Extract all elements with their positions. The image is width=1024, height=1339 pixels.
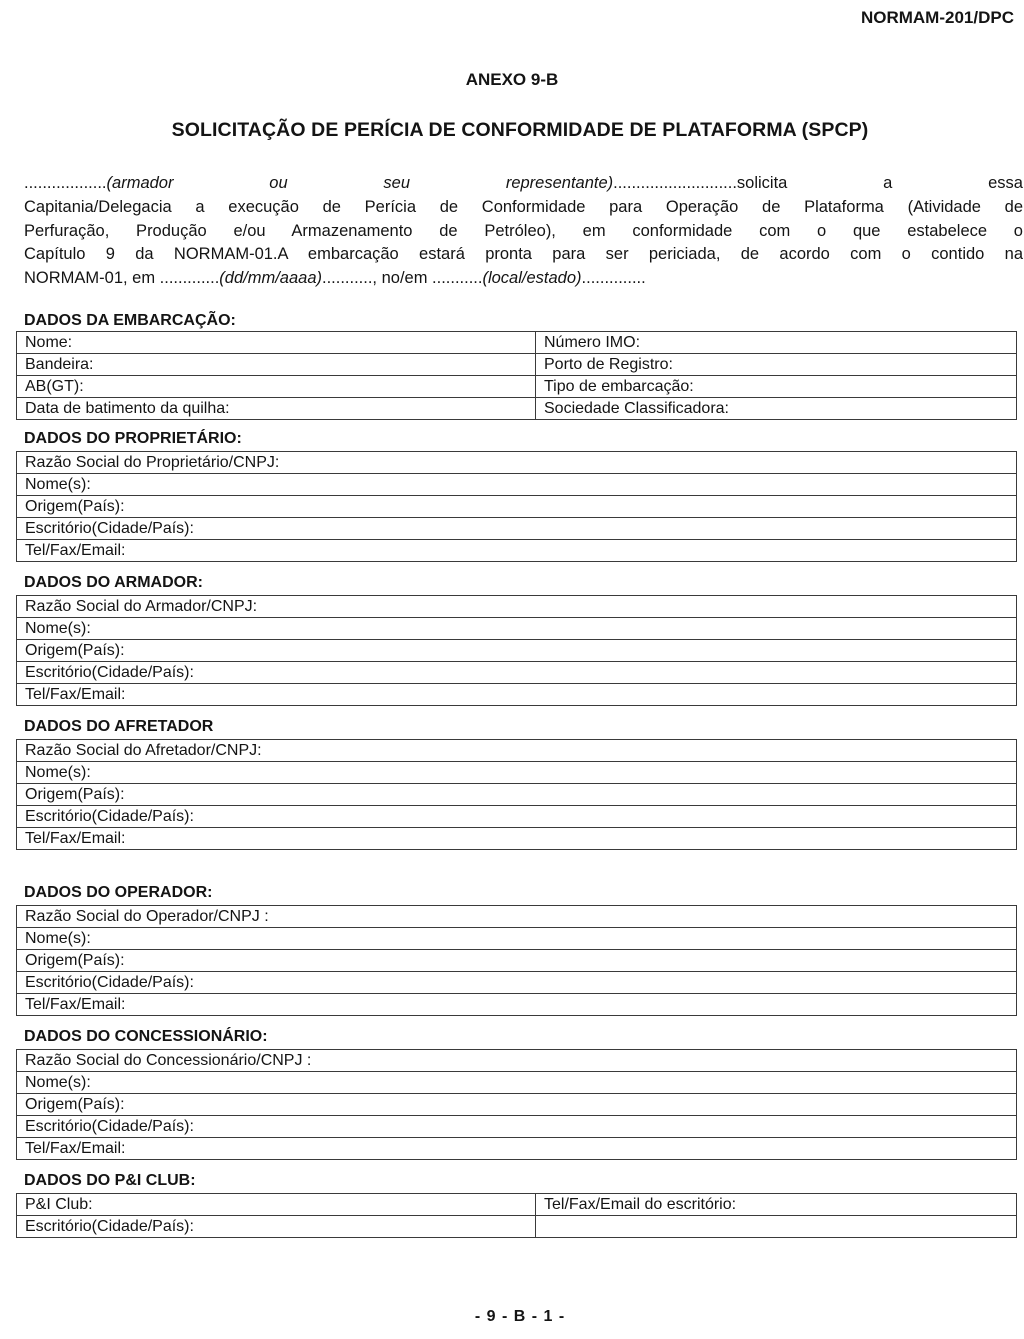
document-reference: NORMAM-201/DPC <box>860 8 1014 27</box>
section-title-afretador: DADOS DO AFRETADOR <box>24 718 214 735</box>
table-afretador <box>16 739 1017 850</box>
table-row <box>17 1216 1017 1238</box>
field-nomes-proprietario[interactable]: Nome(s): <box>17 474 1017 496</box>
intro-paragraph <box>24 172 1023 291</box>
field-nomes-operador[interactable]: Nome(s): <box>17 928 1017 950</box>
table-row <box>17 1116 1017 1138</box>
section-title-armador: DADOS DO ARMADOR: <box>24 574 203 591</box>
section-title-concessionario: DADOS DO CONCESSIONÁRIO: <box>24 1028 268 1045</box>
field-razao-social-concessionario[interactable]: Razão Social do Concessionário/CNPJ : <box>17 1050 1017 1072</box>
field-pandi-empty[interactable] <box>536 1216 1017 1238</box>
table-pandi <box>16 1193 1017 1238</box>
table-proprietario <box>16 451 1017 562</box>
intro-field-local: (local/estado) <box>482 269 582 288</box>
table-embarcacao <box>16 331 1017 420</box>
field-origem-armador[interactable]: Origem(País): <box>17 640 1017 662</box>
field-nomes-armador[interactable]: Nome(s): <box>17 618 1017 640</box>
table-concessionario <box>16 1049 1017 1160</box>
field-nome[interactable]: Nome: <box>17 332 536 354</box>
field-escritorio-concessionario[interactable]: Escritório(Cidade/País): <box>17 1116 1017 1138</box>
field-contato-afretador[interactable]: Tel/Fax/Email: <box>17 828 1017 850</box>
field-origem-concessionario[interactable]: Origem(País): <box>17 1094 1017 1116</box>
annex-label: ANEXO 9-B <box>465 70 559 89</box>
field-razao-social-operador[interactable]: Razão Social do Operador/CNPJ : <box>17 906 1017 928</box>
table-row <box>17 762 1017 784</box>
field-origem-proprietario[interactable]: Origem(País): <box>17 496 1017 518</box>
field-escritorio-operador[interactable]: Escritório(Cidade/País): <box>17 972 1017 994</box>
table-row <box>17 474 1017 496</box>
table-row <box>17 784 1017 806</box>
table-armador <box>16 595 1017 706</box>
table-row <box>17 376 1017 398</box>
table-row <box>17 906 1017 928</box>
field-escritorio-afretador[interactable]: Escritório(Cidade/País): <box>17 806 1017 828</box>
intro-line-5: NORMAM-01, em .............(dd/mm/aaaa)..........., no/em ...........(local/estado).............. <box>24 269 646 288</box>
field-sociedade-classificadora[interactable]: Sociedade Classificadora: <box>536 398 1017 420</box>
table-row <box>17 806 1017 828</box>
table-row <box>17 618 1017 640</box>
table-row <box>17 354 1017 376</box>
field-tipo-embarcacao[interactable]: Tipo de embarcação: <box>536 376 1017 398</box>
field-pandi-club[interactable]: P&I Club: <box>17 1194 536 1216</box>
field-pandi-escritorio[interactable]: Escritório(Cidade/País): <box>17 1216 536 1238</box>
page-title: SOLICITAÇÃO DE PERÍCIA DE CONFORMIDADE DE PLATAFORMA (SPCP) <box>171 119 869 141</box>
table-row <box>17 596 1017 618</box>
table-row <box>17 1138 1017 1160</box>
field-contato-concessionario[interactable]: Tel/Fax/Email: <box>17 1138 1017 1160</box>
table-row <box>17 994 1017 1016</box>
table-row <box>17 1094 1017 1116</box>
intro-line-1: ..................(armador ou seu representante)...........................solicita a essa <box>24 174 1023 192</box>
table-row <box>17 1194 1017 1216</box>
table-row <box>17 740 1017 762</box>
section-title-pandi: DADOS DO P&I CLUB: <box>24 1172 196 1189</box>
intro-line-4: Capítulo 9 da NORMAM-01.A embarcação estará pronta para ser periciada, de acordo com o contido na <box>24 245 1023 264</box>
field-nomes-afretador[interactable]: Nome(s): <box>17 762 1017 784</box>
field-pandi-contato[interactable]: Tel/Fax/Email do escritório: <box>536 1194 1017 1216</box>
table-row <box>17 662 1017 684</box>
field-escritorio-armador[interactable]: Escritório(Cidade/País): <box>17 662 1017 684</box>
table-row <box>17 828 1017 850</box>
field-nomes-concessionario[interactable]: Nome(s): <box>17 1072 1017 1094</box>
table-row <box>17 332 1017 354</box>
table-row <box>17 452 1017 474</box>
table-row <box>17 640 1017 662</box>
table-row <box>17 950 1017 972</box>
section-title-embarcacao: DADOS DA EMBARCAÇÃO: <box>24 312 236 329</box>
field-origem-afretador[interactable]: Origem(País): <box>17 784 1017 806</box>
field-bandeira[interactable]: Bandeira: <box>17 354 536 376</box>
table-row <box>17 540 1017 562</box>
field-razao-social-armador[interactable]: Razão Social do Armador/CNPJ: <box>17 596 1017 618</box>
table-operador <box>16 905 1017 1016</box>
field-porto-registro[interactable]: Porto de Registro: <box>536 354 1017 376</box>
field-escritorio-proprietario[interactable]: Escritório(Cidade/País): <box>17 518 1017 540</box>
table-row <box>17 928 1017 950</box>
table-row <box>17 972 1017 994</box>
table-row <box>17 1072 1017 1094</box>
section-title-operador: DADOS DO OPERADOR: <box>24 884 213 901</box>
table-row <box>17 518 1017 540</box>
field-numero-imo[interactable]: Número IMO: <box>536 332 1017 354</box>
intro-field-armador: (armador ou seu representante) <box>106 174 614 192</box>
section-title-proprietario: DADOS DO PROPRIETÁRIO: <box>24 430 242 447</box>
table-row <box>17 684 1017 706</box>
field-contato-armador[interactable]: Tel/Fax/Email: <box>17 684 1017 706</box>
field-razao-social-proprietario[interactable]: Razão Social do Proprietário/CNPJ: <box>17 452 1017 474</box>
page-number: - 9 - B - 1 - <box>474 1308 566 1325</box>
field-ab-gt[interactable]: AB(GT): <box>17 376 536 398</box>
field-contato-operador[interactable]: Tel/Fax/Email: <box>17 994 1017 1016</box>
field-data-quilha[interactable]: Data de batimento da quilha: <box>17 398 536 420</box>
intro-line-2: Capitania/Delegacia a execução de Perícia de Conformidade para Operação de Plataforma (Atividade de <box>24 197 1023 216</box>
field-contato-proprietario[interactable]: Tel/Fax/Email: <box>17 540 1017 562</box>
field-razao-social-afretador[interactable]: Razão Social do Afretador/CNPJ: <box>17 740 1017 762</box>
field-origem-operador[interactable]: Origem(País): <box>17 950 1017 972</box>
table-row <box>17 398 1017 420</box>
table-row <box>17 1050 1017 1072</box>
intro-field-date: (dd/mm/aaaa) <box>219 269 322 288</box>
table-row <box>17 496 1017 518</box>
intro-line-3: Perfuração, Produção e/ou Armazenamento de Petróleo), em conformidade com o que estabelece o <box>24 221 1023 240</box>
